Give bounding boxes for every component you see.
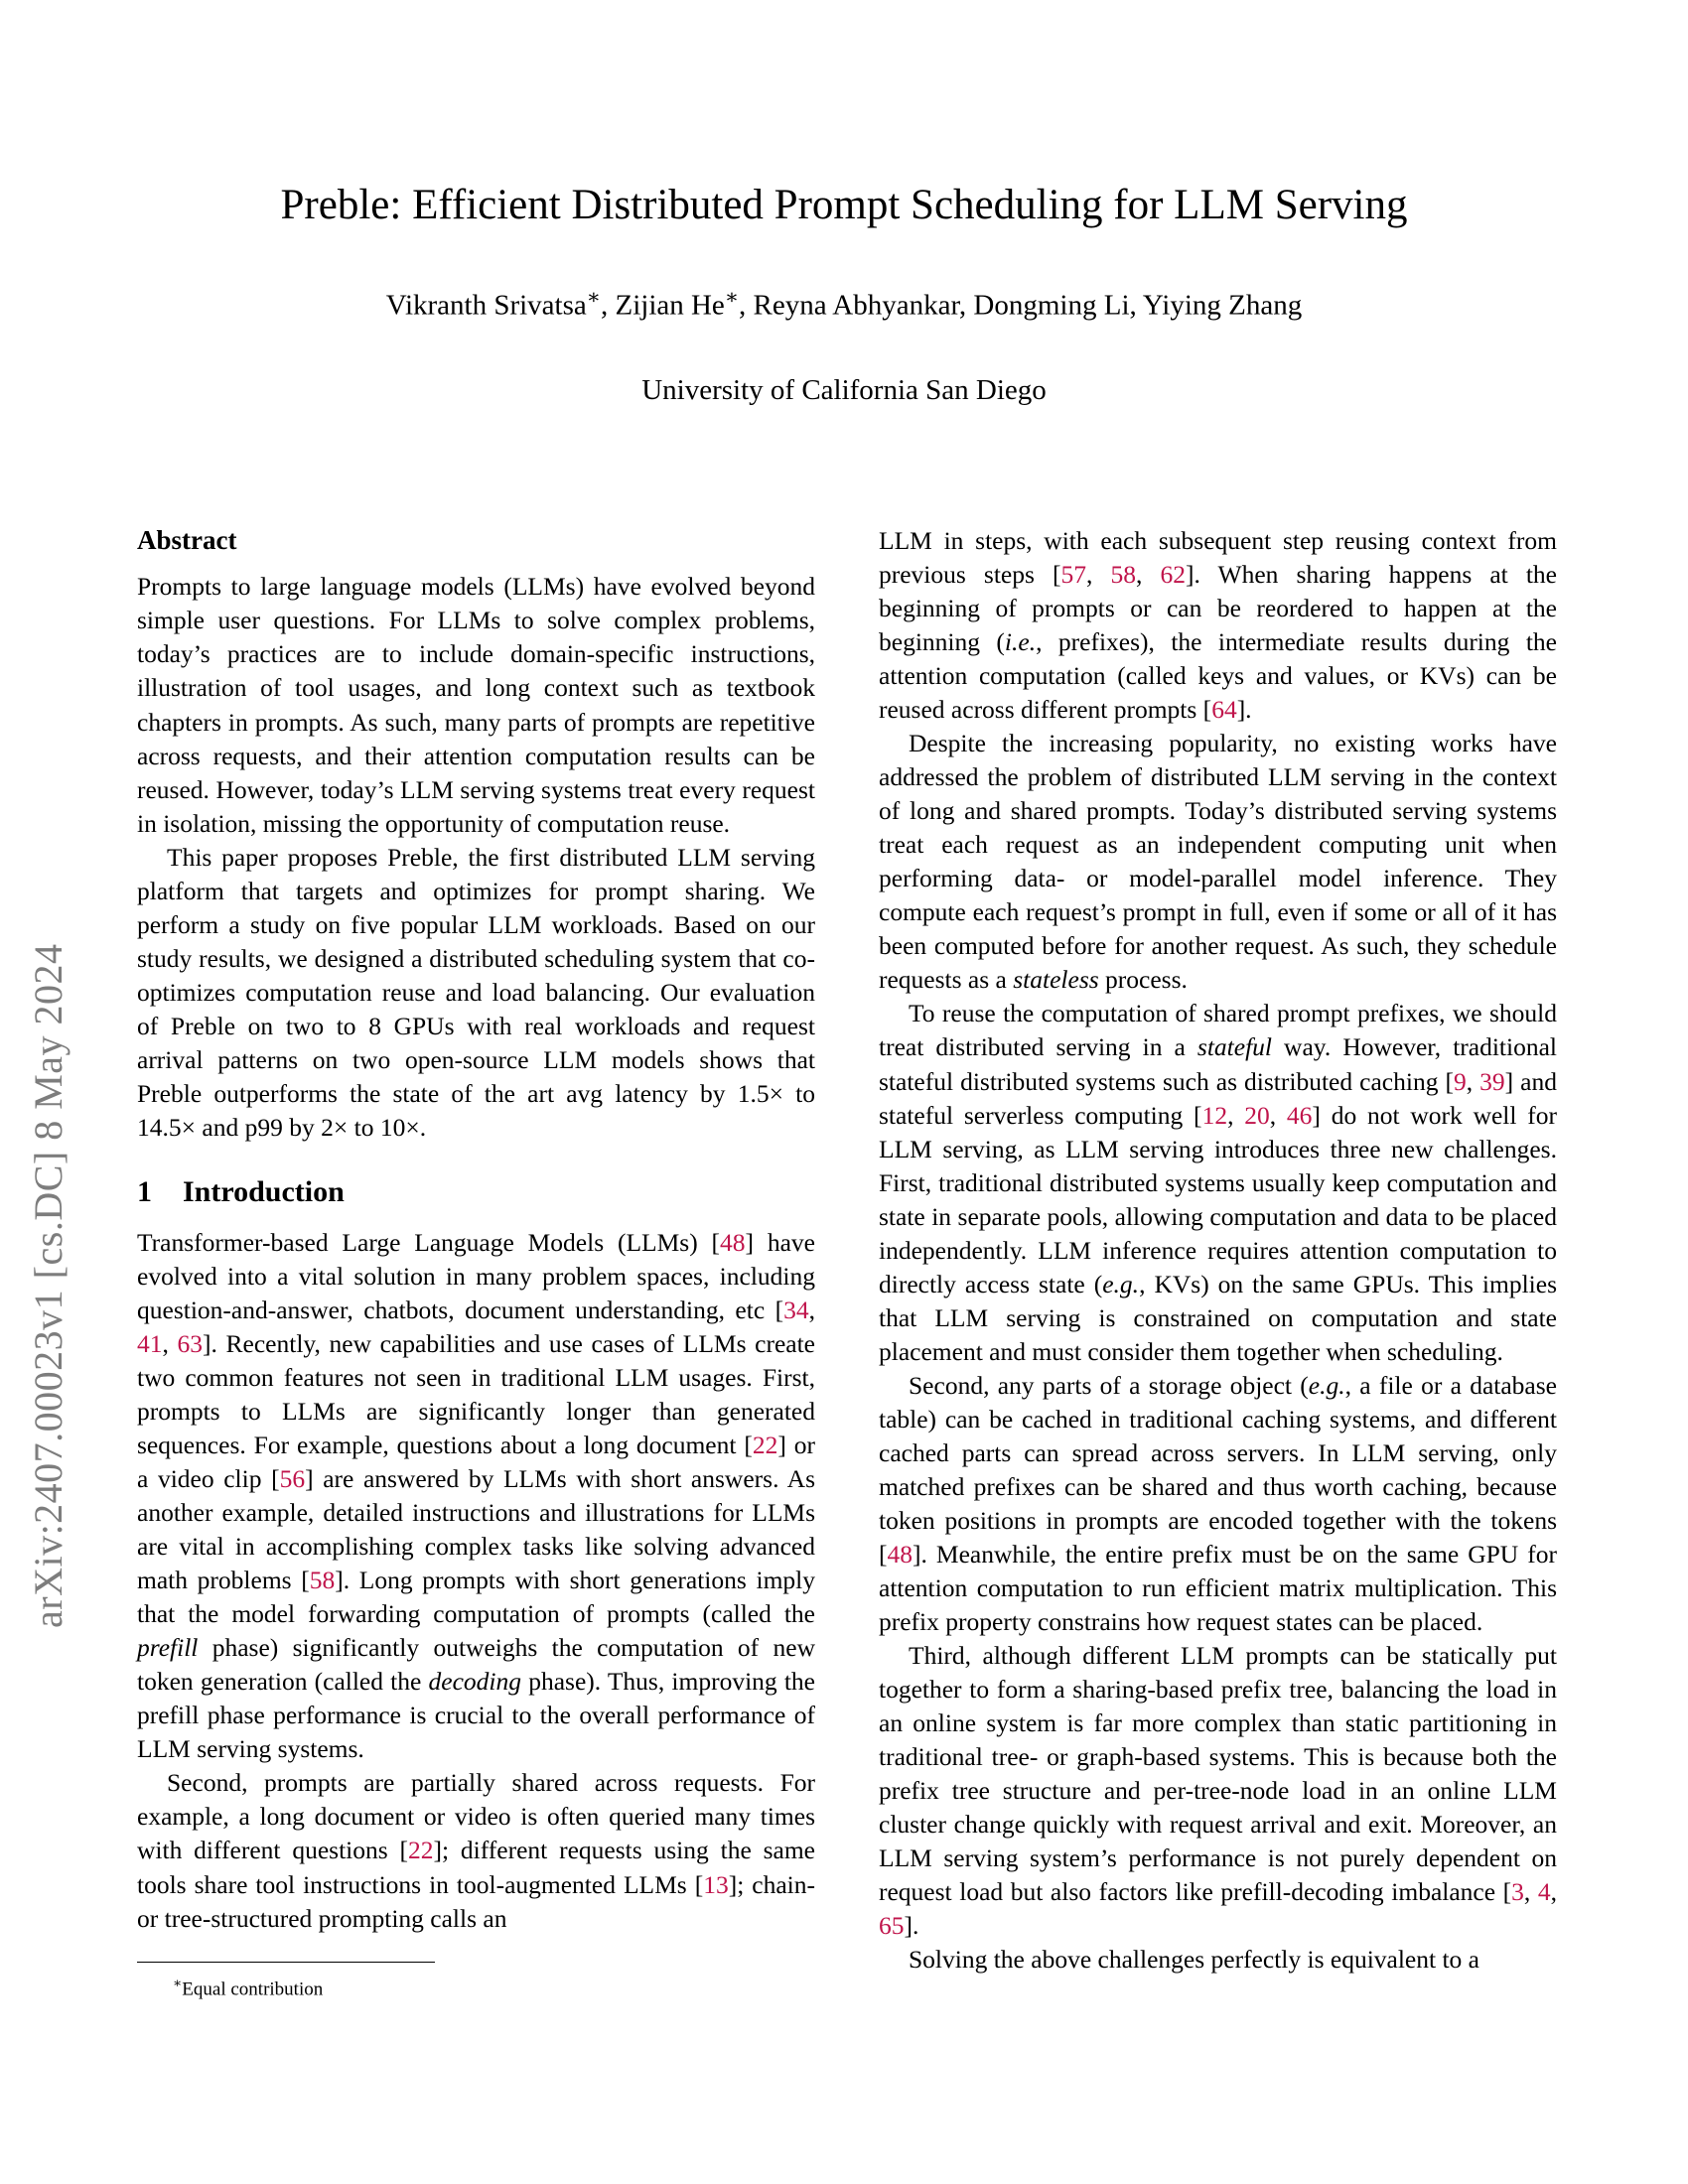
- affiliation: University of California San Diego: [641, 374, 1047, 407]
- citation-separator: ,: [1136, 560, 1161, 590]
- intro-p2-b: ]; different requests using the same tools share tool instructions in tool-augmented LLMs [: [137, 1836, 815, 1899]
- intro-p1-e: ] or a video clip [: [137, 1431, 815, 1494]
- abstract-paragraph-2: [137, 841, 815, 1145]
- citation-separator: ,: [1269, 1100, 1287, 1130]
- right-column: [879, 524, 1557, 2002]
- abstract-p2-text-b: to 14.5: [137, 1078, 815, 1142]
- citation-link[interactable]: 64: [1211, 695, 1237, 725]
- intro-p2-c: ]; chain- or tree-structured prompting calls an: [137, 1869, 815, 1933]
- section-title: Introduction: [183, 1174, 345, 1208]
- citation-link[interactable]: 9: [1453, 1066, 1467, 1096]
- multiply-symbol-3: ×: [333, 1112, 349, 1142]
- citation-link[interactable]: 3: [1511, 1877, 1524, 1907]
- citation-link[interactable]: 65: [879, 1911, 905, 1941]
- abstract-p2-text-c: and p99 by 2: [196, 1112, 334, 1142]
- right-p3-a: To reuse the computation of shared prompt prefixes, we should treat distributed serving in a: [879, 999, 1557, 1062]
- citation-link[interactable]: 62: [1160, 560, 1186, 590]
- citation-separator: ,: [1523, 1877, 1538, 1907]
- intro-p1-f: ] are answered by LLMs with short answers. As another example, detailed instructions and illustrations for LLMs are vital in accomplishing complex tasks like solving advanced math problems [: [137, 1464, 816, 1595]
- right-p3-e: , KVs) on the same GPUs. This implies that LLM serving is constrained on computation and state placement and must consider them together when scheduling.: [879, 1269, 1557, 1366]
- right-p2-a: Despite the increasing popularity, no existing works have addressed the problem of distributed LLM serving in the context of long and shared prompts. Today’s distributed serving systems treat each request as an independent computing unit when performing data- or model-parallel model inference. They compute each request’s prompt in full, even if some or all of it has been computed before for another request. As such, they schedule requests as a: [879, 729, 1557, 995]
- right-paragraph-6: Solving the above challenges perfectly is equivalent to a: [909, 1945, 1479, 1975]
- intro-p1-i: phase). Thus, improving the prefill phase performance is crucial to the overall performance of LLM serving systems.: [137, 1667, 815, 1764]
- emphasis-ie: i.e.: [1004, 627, 1037, 657]
- citation-separator: ,: [1466, 1066, 1480, 1096]
- emphasis-stateful: stateful: [1196, 1032, 1272, 1062]
- body-columns: [137, 524, 1557, 2002]
- citation-link[interactable]: 41: [137, 1329, 163, 1359]
- author-vikranth-srivatsa: Vikranth Srivatsa: [385, 289, 587, 322]
- citation-separator: ,: [1086, 560, 1111, 590]
- right-p1-d: ].: [1236, 695, 1252, 725]
- footnote: [137, 1975, 815, 2002]
- abstract-p2-text-a: This paper proposes Preble, the first distributed LLM serving platform that targets and optimizes for prompt sharing. We perform a study on five popular LLM workloads. Based on our study results, we designed a distributed scheduling system that co-optimizes computation reuse and load balancing. Our evaluation of Preble on two to 8 GPUs with real workloads and request arrival patterns on two open-source LLM models shows that Preble outperforms the state of the art avg latency by 1.5: [137, 842, 815, 1108]
- arxiv-stamp-text: arXiv:2407.00023v1 [cs.DC] 8 May 2024: [25, 943, 70, 1628]
- arxiv-stamp: [0, 0, 95, 2184]
- right-p5-b: ].: [904, 1911, 919, 1941]
- right-p3-d: ] do not work well for LLM serving, as LLM serving introduces three new challenges. First, traditional distributed systems usually keep computation and state in separate pools, allowing computation and data to be placed independently. LLM inference requires attention computation to directly access state (: [879, 1100, 1558, 1298]
- citation-link[interactable]: 4: [1537, 1877, 1551, 1907]
- citation-link[interactable]: 22: [408, 1836, 434, 1865]
- right-p2-b: process.: [1098, 965, 1188, 995]
- abstract-heading: Abstract: [137, 525, 237, 555]
- abstract-p2-text-e: .: [419, 1112, 427, 1142]
- footnote-marker: ∗: [173, 1975, 183, 1990]
- abstract-paragraph-1: Prompts to large language models (LLMs) have evolved beyond simple user questions. For LLMs to solve complex problems, today’s practices are to include domain-specific instructions, illustration of tool usages, and long context such as textbook chapters in prompts. As such, many parts of prompts are repetitive across requests, and their attention computation results can be reused. However, today’s LLM serving systems treat every request in isolation, missing the opportunity of computation reuse.: [137, 572, 815, 838]
- citation-link[interactable]: 58: [309, 1566, 336, 1595]
- abstract-p2-text-d: to 10: [348, 1112, 406, 1142]
- citation-link[interactable]: 58: [1110, 560, 1137, 590]
- right-paragraph-2: [879, 727, 1557, 997]
- footnote-label: Equal contribution: [182, 1978, 324, 1999]
- section-number: 1: [137, 1174, 152, 1208]
- intro-p2-a: Second, prompts are partially shared across requests. For example, a long document or video is often queried many times with different questions [: [137, 1768, 815, 1865]
- intro-p1-b: ] have evolved into a vital solution in many problem spaces, including question-and-answer, chatbots, document understanding, etc [: [137, 1227, 815, 1324]
- emphasis-eg-1: e.g.: [1102, 1269, 1140, 1298]
- right-p3-b: way. However, traditional stateful distributed systems such as distributed caching [: [879, 1032, 1557, 1096]
- citation-link[interactable]: 48: [720, 1227, 746, 1257]
- right-p1-a: LLM in steps, with each subsequent step reusing context from previous steps [: [879, 526, 1557, 590]
- citation-separator: ,: [1227, 1100, 1245, 1130]
- multiply-symbol-1: ×: [769, 1078, 783, 1108]
- citation-separator: ,: [808, 1295, 815, 1324]
- author-zijian-he: , Zijian He: [600, 289, 725, 322]
- citation-link[interactable]: 56: [279, 1464, 306, 1494]
- intro-p1-d: ]. Recently, new capabilities and use cases of LLMs create two common features not seen in traditional LLM usages. First, prompts to LLMs are significantly longer than generated sequences. For example, questions about a long document [: [137, 1329, 815, 1460]
- footnote-divider: [137, 1962, 435, 1963]
- author-footnote-marker-2: ∗: [724, 284, 740, 309]
- multiply-symbol-4: ×: [405, 1112, 420, 1142]
- author-footnote-marker-1: ∗: [586, 284, 601, 309]
- citation-link[interactable]: 48: [887, 1539, 913, 1569]
- right-p4-b: , a file or a database table) can be cached in traditional caching systems, and different cached parts can spread across servers. In LLM serving, only matched prefixes can be shared and thus worth caching, because token positions in prompts are encoded together with the tokens [: [879, 1370, 1557, 1569]
- citation-separator: ,: [1550, 1877, 1558, 1907]
- citation-link[interactable]: 63: [177, 1329, 204, 1359]
- intro-p1-a: Transformer-based Large Language Models (LLMs) [: [137, 1227, 721, 1257]
- right-p1-b: ]. When sharing happens at the beginning of prompts or can be reordered to happen at the beginning (: [879, 560, 1558, 657]
- citation-link[interactable]: 39: [1479, 1066, 1505, 1096]
- emphasis-eg-2: e.g.: [1308, 1370, 1345, 1400]
- intro-p1-h: phase) significantly outweighs the computation of new token generation (called the: [137, 1633, 815, 1697]
- section-heading-introduction: [137, 1174, 815, 1210]
- intro-paragraph-1: [137, 1226, 815, 1767]
- right-p4-a: Second, any parts of a storage object (: [909, 1370, 1309, 1400]
- left-column: [137, 524, 815, 2002]
- citation-link[interactable]: 22: [752, 1431, 778, 1460]
- author-list: [134, 284, 1554, 325]
- citation-link[interactable]: 13: [703, 1869, 729, 1899]
- emphasis-prefill: prefill: [137, 1633, 199, 1663]
- citation-link[interactable]: 34: [783, 1295, 809, 1324]
- citation-link[interactable]: 46: [1286, 1100, 1313, 1130]
- citation-separator: ,: [162, 1329, 178, 1359]
- citation-link[interactable]: 20: [1244, 1100, 1270, 1130]
- right-p1-c: , prefixes), the intermediate results during the attention computation (called keys and values, or KVs) can be reused across different prompts [: [879, 627, 1557, 725]
- right-paragraph-5: [879, 1639, 1557, 1943]
- emphasis-decoding: decoding: [428, 1667, 522, 1697]
- right-paragraph-4: [879, 1369, 1557, 1639]
- citation-link[interactable]: 57: [1060, 560, 1087, 590]
- right-paragraph-1: [879, 524, 1557, 727]
- paper-header: [134, 179, 1554, 410]
- right-p3-c: ] and stateful serverless computing [: [879, 1066, 1558, 1130]
- right-p4-c: ]. Meanwhile, the entire prefix must be on the same GPU for attention computation to run efficient matrix multiplication. This prefix property constrains how request states can be placed.: [879, 1539, 1557, 1636]
- authors-remaining: , Reyna Abhyankar, Dongming Li, Yiying Zhang: [739, 289, 1303, 322]
- citation-link[interactable]: 12: [1201, 1100, 1228, 1130]
- right-p5-a: Third, although different LLM prompts can be statically put together to form a sharing-based prefix tree, balancing the load in an online system is far more complex than static partitioning in traditional tree- or graph-based systems. This is because both the prefix tree structure and per-tree-node load in an online LLM cluster change quickly with request arrival and exit. Moreover, an LLM serving system’s performance is not purely dependent on request load but also factors like prefill-decoding imbalance [: [879, 1641, 1557, 1907]
- page-title: Preble: Efficient Distributed Prompt Scheduling for LLM Serving: [280, 182, 1408, 228]
- emphasis-stateless: stateless: [1013, 965, 1099, 995]
- intro-paragraph-2: [137, 1766, 815, 1935]
- multiply-symbol-2: ×: [181, 1112, 197, 1142]
- right-paragraph-3: [879, 997, 1557, 1368]
- intro-p1-g: ]. Long prompts with short generations imply that the model forwarding computation of prompts (called the: [137, 1566, 815, 1629]
